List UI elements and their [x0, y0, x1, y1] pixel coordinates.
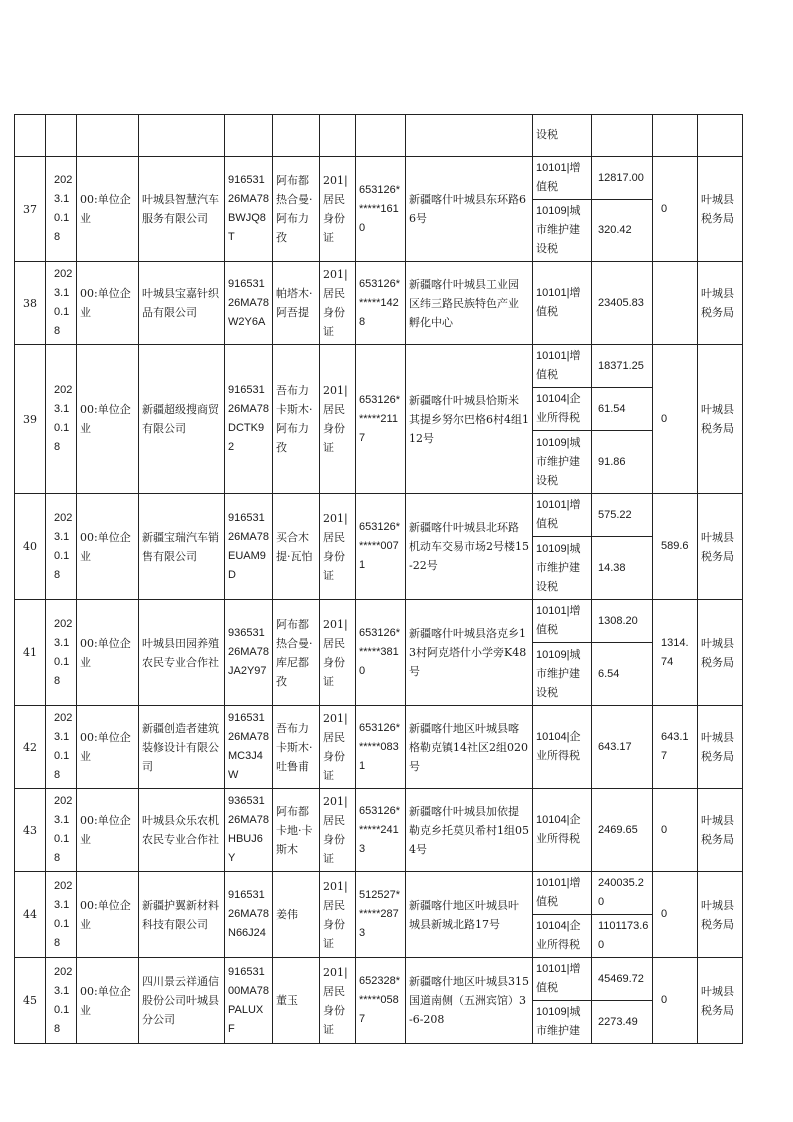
id-type-cell — [320, 789, 356, 872]
seq-text: 38 — [23, 296, 37, 310]
legal-person-cell — [273, 789, 320, 872]
tax-authority-text: 叶城县税务局 — [701, 731, 734, 763]
tax-amount-text: 14.38 — [598, 561, 626, 574]
company-name-cell — [139, 706, 225, 789]
cell-blank — [139, 115, 225, 157]
id-number-cell — [356, 872, 406, 958]
cell-blank — [356, 115, 406, 157]
tax-amount-cell — [592, 200, 653, 262]
id-type-text: 201|居民身份证 — [323, 617, 348, 688]
tax-amount-cell — [592, 262, 653, 345]
seq-cell — [15, 494, 46, 600]
date-cell — [46, 706, 77, 789]
id-number-cell — [356, 706, 406, 789]
taxpayer-type-text: 00:单位企业 — [80, 814, 131, 846]
seq-cell — [15, 706, 46, 789]
legal-person-cell — [273, 872, 320, 958]
seq-cell — [15, 600, 46, 706]
id-type-cell — [320, 958, 356, 1044]
seq-cell — [15, 958, 46, 1044]
date-cell — [46, 345, 77, 494]
company-name-cell — [139, 789, 225, 872]
company-name-text: 叶城县智慧汽车服务有限公司 — [142, 193, 219, 225]
legal-person-cell — [273, 958, 320, 1044]
table-row — [15, 872, 743, 915]
legal-person-cell — [273, 157, 320, 262]
legal-person-cell — [273, 494, 320, 600]
tax-authority-text: 叶城县税务局 — [701, 193, 734, 225]
id-number-cell — [356, 600, 406, 706]
company-name-text: 新疆护翼新材料科技有限公司 — [142, 898, 219, 931]
tax-item-cell — [533, 157, 592, 200]
tax-item-text: 10101|增值税 — [536, 287, 581, 318]
tax-item-cell — [533, 643, 592, 706]
cell-blank — [15, 115, 46, 157]
legal-person-text: 帕塔木·阿吾提 — [276, 287, 313, 319]
id-number-text: 653126******1428 — [359, 277, 400, 328]
table-row — [15, 262, 743, 345]
arrears-text: 0 — [661, 908, 668, 920]
id-number-text: 653126******3810 — [359, 627, 400, 677]
seq-text: 45 — [23, 994, 37, 1007]
credit-code-cell — [225, 600, 273, 706]
tax-authority-text: 叶城县税务局 — [701, 287, 734, 319]
taxpayer-type-text: 00:单位企业 — [80, 530, 131, 563]
taxpayer-type-text: 00:单位企业 — [80, 636, 131, 669]
address-text: 新疆喀什叶城县洛克乡13村阿克塔什小学旁K48号 — [409, 627, 527, 678]
table-row — [15, 157, 743, 200]
address-text: 新疆喀什叶城县东环路66号 — [409, 193, 526, 225]
tax-authority-text: 叶城县税务局 — [701, 636, 734, 669]
id-type-text: 201|居民身份证 — [323, 712, 348, 782]
tax-authority-text: 叶城县税务局 — [701, 984, 734, 1017]
taxpayer-type-cell — [77, 958, 139, 1044]
tax-amount-text: 643.17 — [598, 740, 632, 753]
legal-person-text: 董玉 — [276, 994, 298, 1007]
id-type-text: 201|居民身份证 — [323, 384, 348, 454]
id-number-cell — [356, 262, 406, 345]
arrears-cell — [653, 157, 698, 262]
tax-amount-cell — [592, 431, 653, 494]
seq-cell — [15, 157, 46, 262]
address-cell — [406, 262, 533, 345]
tax-item-text: 10109|城市维护建设税 — [536, 648, 581, 699]
credit-code-text: 91653126MA78W2Y6A — [228, 277, 269, 328]
id-number-text: 653126******1610 — [359, 183, 400, 234]
legal-person-cell — [273, 706, 320, 789]
credit-code-cell — [225, 872, 273, 958]
id-type-cell — [320, 262, 356, 345]
id-type-cell — [320, 345, 356, 494]
taxpayer-type-text: 00:单位企业 — [80, 193, 131, 225]
tax-amount-text: 12817.00 — [598, 171, 644, 184]
id-type-text: 201|居民身份证 — [323, 879, 348, 950]
legal-person-cell — [273, 345, 320, 494]
tax-item-cell — [533, 706, 592, 789]
legal-person-text: 阿布都卡地·卡斯木 — [276, 804, 313, 856]
tax-item-text: 10104|企业所得税 — [536, 731, 581, 762]
seq-text: 39 — [23, 412, 37, 426]
tax-authority-text: 叶城县税务局 — [701, 403, 734, 435]
tax-authority-cell — [698, 958, 743, 1044]
date-text: 2023.10.18 — [54, 384, 73, 453]
cell-blank — [273, 115, 320, 157]
tax-item-text: 10109|城市维护建设税 — [536, 436, 581, 487]
tax-item-text: 10101|增值税 — [536, 877, 581, 908]
tax-amount-cell — [592, 494, 653, 537]
date-cell — [46, 157, 77, 262]
tax-amount-text: 18371.25 — [598, 359, 644, 372]
tax-amount-text: 2469.65 — [598, 823, 638, 836]
tax-item-cell — [533, 872, 592, 915]
date-cell — [46, 262, 77, 345]
legal-person-text: 姜伟 — [276, 908, 298, 921]
legal-person-text: 阿布都热合曼·阿布力孜 — [276, 174, 313, 244]
tax-item-text: 设税 — [536, 129, 558, 141]
id-number-text: 653126******2413 — [359, 804, 400, 855]
credit-code-text: 91653126MA78N66J24 — [228, 889, 269, 939]
arrears-cell — [653, 789, 698, 872]
address-cell — [406, 789, 533, 872]
arrears-cell — [653, 345, 698, 494]
company-name-text: 新疆创造者建筑装修设计有限公司 — [142, 721, 219, 773]
date-text: 2023.10.18 — [54, 174, 73, 243]
legal-person-text: 吾布力卡斯木·吐鲁甫 — [276, 721, 313, 773]
company-name-cell — [139, 262, 225, 345]
seq-cell — [15, 345, 46, 494]
taxpayer-type-text: 00:单位企业 — [80, 731, 131, 763]
tax-item-text: 10101|增值税 — [536, 963, 581, 994]
tax-item-cell — [533, 600, 592, 643]
company-name-cell — [139, 600, 225, 706]
arrears-cell — [653, 872, 698, 958]
credit-code-text: 93653126MA78JA2Y97 — [228, 627, 269, 677]
id-number-text: 512527******2873 — [359, 889, 400, 939]
tax-amount-cell — [592, 706, 653, 789]
address-text: 新疆喀什叶城县加依提勒克乡托莫贝希村1组054号 — [409, 804, 529, 856]
arrears-text: 0 — [661, 202, 668, 215]
id-type-text: 201|居民身份证 — [323, 511, 348, 582]
legal-person-cell — [273, 600, 320, 706]
credit-code-text: 91653126MA78EUAM9D — [228, 511, 269, 581]
id-type-text: 201|居民身份证 — [323, 795, 348, 865]
credit-code-cell — [225, 494, 273, 600]
date-text: 2023.10.18 — [54, 712, 73, 781]
tax-item-cell — [533, 789, 592, 872]
taxpayer-type-cell — [77, 706, 139, 789]
tax-arrears-table — [14, 114, 743, 1044]
arrears-text: 1314.74 — [661, 636, 689, 668]
tax-item-text: 10101|增值税 — [536, 605, 581, 636]
credit-code-cell — [225, 706, 273, 789]
company-name-text: 叶城县田园养殖农民专业合作社 — [142, 636, 219, 669]
id-type-cell — [320, 706, 356, 789]
id-number-text: 653126******2117 — [359, 393, 400, 444]
tax-amount-cell — [592, 915, 653, 958]
id-number-cell — [356, 789, 406, 872]
company-name-cell — [139, 345, 225, 494]
arrears-cell — [653, 600, 698, 706]
tax-authority-cell — [698, 789, 743, 872]
date-cell — [46, 958, 77, 1044]
tax-amount-text: 6.54 — [598, 667, 620, 680]
address-text: 新疆喀什地区叶城县喀格勒克镇14社区2组020号 — [409, 721, 528, 773]
credit-code-cell — [225, 958, 273, 1044]
tax-item-cell — [533, 345, 592, 388]
seq-text: 43 — [23, 823, 37, 837]
credit-code-text: 91653126MA78DCTK92 — [228, 384, 269, 453]
seq-cell — [15, 872, 46, 958]
tax-authority-text: 叶城县税务局 — [701, 530, 734, 563]
id-number-cell — [356, 958, 406, 1044]
tax-amount-cell — [592, 872, 653, 915]
address-cell — [406, 345, 533, 494]
date-text: 2023.10.18 — [54, 879, 73, 949]
legal-person-text: 吾布力卡斯木·阿布力孜 — [276, 384, 313, 454]
id-number-text: 653126******0831 — [359, 721, 400, 772]
taxpayer-type-text: 00:单位企业 — [80, 287, 131, 319]
tax-item-cell — [533, 494, 592, 537]
date-text: 2023.10.18 — [54, 795, 73, 864]
credit-code-text: 91653100MA78PALUXF — [228, 965, 269, 1035]
taxpayer-type-cell — [77, 157, 139, 262]
cell-blank — [592, 115, 653, 157]
table-row — [15, 958, 743, 1001]
legal-person-text: 买合木提·瓦怕 — [276, 530, 313, 563]
company-name-text: 四川景云祥通信股份公司叶城县分公司 — [142, 975, 219, 1026]
id-type-text: 201|居民身份证 — [323, 965, 348, 1036]
id-type-text: 201|居民身份证 — [323, 268, 348, 338]
table-row — [15, 345, 743, 388]
id-type-cell — [320, 600, 356, 706]
seq-text: 40 — [23, 540, 37, 553]
tax-amount-text: 2273.49 — [598, 1015, 638, 1028]
address-cell — [406, 958, 533, 1044]
cell-blank — [320, 115, 356, 157]
table-row — [15, 789, 743, 872]
tax-item-text: 10109|城市维护建设税 — [536, 205, 581, 255]
arrears-cell — [653, 262, 698, 345]
cell-blank — [653, 115, 698, 157]
arrears-text: 643.17 — [661, 731, 689, 762]
tax-amount-cell — [592, 643, 653, 706]
taxpayer-type-cell — [77, 262, 139, 345]
date-cell — [46, 872, 77, 958]
address-text: 新疆喀什叶城县北环路机动车交易市场2号楼15-22号 — [409, 521, 529, 572]
tax-item-cell — [533, 388, 592, 431]
address-text: 新疆喀什叶城县工业园区纬三路民族特色产业孵化中心 — [409, 277, 519, 329]
tax-amount-text: 45469.72 — [598, 972, 644, 985]
table-row — [15, 600, 743, 643]
tax-item-cell — [533, 958, 592, 1001]
tax-amount-cell — [592, 958, 653, 1001]
id-number-cell — [356, 494, 406, 600]
taxpayer-type-cell — [77, 494, 139, 600]
tax-amount-cell — [592, 600, 653, 643]
tax-amount-cell — [592, 345, 653, 388]
tax-amount-text: 23405.83 — [598, 296, 644, 309]
date-cell — [46, 789, 77, 872]
tax-authority-cell — [698, 494, 743, 600]
seq-cell — [15, 789, 46, 872]
company-name-text: 新疆宝瑞汽车销售有限公司 — [142, 530, 219, 563]
date-text: 2023.10.18 — [54, 268, 73, 337]
id-type-cell — [320, 494, 356, 600]
tax-authority-text: 叶城县税务局 — [701, 814, 734, 846]
arrears-text: 0 — [661, 823, 668, 836]
arrears-cell — [653, 706, 698, 789]
tax-amount-cell — [592, 789, 653, 872]
tax-amount-text: 1308.20 — [598, 614, 638, 627]
taxpayer-type-text: 00:单位企业 — [80, 898, 131, 931]
arrears-text: 0 — [661, 412, 668, 425]
tax-item-cell — [533, 200, 592, 262]
id-type-cell — [320, 872, 356, 958]
tax-item-text: 10101|增值税 — [536, 499, 581, 530]
seq-text: 37 — [23, 202, 37, 216]
credit-code-cell — [225, 345, 273, 494]
tax-item-cell — [533, 262, 592, 345]
id-number-cell — [356, 157, 406, 262]
tax-authority-cell — [698, 872, 743, 958]
seq-text: 42 — [23, 740, 37, 754]
seq-cell — [15, 262, 46, 345]
tax-item-text: 10104|企业所得税 — [536, 920, 581, 951]
tax-amount-text: 240035.20 — [598, 877, 644, 908]
tax-amount-text: 1101173.60 — [598, 920, 649, 951]
id-type-cell — [320, 157, 356, 262]
cell-blank — [225, 115, 273, 157]
taxpayer-type-cell — [77, 345, 139, 494]
tax-item-text: 10109|城市维护建设税 — [536, 542, 581, 593]
id-number-text: 652328******0587 — [359, 975, 400, 1025]
company-name-text: 叶城县众乐农机农民专业合作社 — [142, 814, 219, 846]
legal-person-text: 阿布都热合曼·库尼都孜 — [276, 617, 313, 688]
cell-blank — [46, 115, 77, 157]
company-name-cell — [139, 494, 225, 600]
table-row — [15, 706, 743, 789]
date-text: 2023.10.18 — [54, 965, 73, 1035]
company-name-cell — [139, 872, 225, 958]
address-cell — [406, 872, 533, 958]
legal-person-cell — [273, 262, 320, 345]
tax-item-text: 10101|增值税 — [536, 350, 581, 381]
company-name-cell — [139, 958, 225, 1044]
tax-amount-cell — [592, 1001, 653, 1044]
tax-amount-text: 61.54 — [598, 402, 626, 415]
date-cell — [46, 600, 77, 706]
date-text: 2023.10.18 — [54, 511, 73, 581]
taxpayer-type-text: 00:单位企业 — [80, 403, 131, 435]
address-text: 新疆喀什地区叶城县315国道南侧（五洲宾馆）3-6-208 — [409, 975, 529, 1026]
id-number-cell — [356, 345, 406, 494]
tax-authority-cell — [698, 345, 743, 494]
tax-authority-cell — [698, 262, 743, 345]
tax-item-text: 10104|企业所得税 — [536, 814, 581, 845]
cell-blank — [77, 115, 139, 157]
credit-code-cell — [225, 157, 273, 262]
address-text: 新疆喀什地区叶城县叶城县新城北路17号 — [409, 898, 519, 931]
credit-code-cell — [225, 789, 273, 872]
taxpayer-type-cell — [77, 600, 139, 706]
seq-text: 41 — [23, 646, 37, 659]
tax-amount-text: 320.42 — [598, 224, 632, 236]
credit-code-cell — [225, 262, 273, 345]
tax-authority-cell — [698, 600, 743, 706]
continuation-row — [15, 115, 743, 157]
seq-text: 44 — [23, 908, 37, 921]
address-cell — [406, 157, 533, 262]
tax-item-cell — [533, 115, 592, 157]
credit-code-text: 91653126MA78BWJQ8T — [228, 174, 269, 243]
tax-item-text: 10101|增值税 — [536, 162, 581, 193]
company-name-text: 叶城县宝嘉针织品有限公司 — [142, 287, 219, 319]
credit-code-text: 93653126MA78HBUJ6Y — [228, 795, 269, 864]
tax-item-cell — [533, 537, 592, 600]
company-name-cell — [139, 157, 225, 262]
taxpayer-type-cell — [77, 872, 139, 958]
tax-item-cell — [533, 431, 592, 494]
credit-code-text: 91653126MA78MC3J4W — [228, 712, 269, 781]
tax-amount-cell — [592, 157, 653, 200]
table-row — [15, 494, 743, 537]
tax-authority-cell — [698, 157, 743, 262]
tax-item-cell — [533, 1001, 592, 1044]
company-name-text: 新疆超级搜商贸有限公司 — [142, 403, 219, 435]
tax-amount-text: 575.22 — [598, 508, 632, 521]
date-text: 2023.10.18 — [54, 617, 73, 687]
arrears-text: 0 — [661, 994, 668, 1006]
arrears-cell — [653, 958, 698, 1044]
tax-item-text: 10104|企业所得税 — [536, 393, 581, 424]
cell-blank — [406, 115, 533, 157]
tax-amount-cell — [592, 388, 653, 431]
tax-amount-cell — [592, 537, 653, 600]
date-cell — [46, 494, 77, 600]
taxpayer-type-text: 00:单位企业 — [80, 984, 131, 1017]
id-type-text: 201|居民身份证 — [323, 174, 348, 244]
taxpayer-type-cell — [77, 789, 139, 872]
address-cell — [406, 494, 533, 600]
address-cell — [406, 600, 533, 706]
tax-amount-text: 91.86 — [598, 455, 626, 468]
id-number-text: 653126******0071 — [359, 521, 400, 571]
tax-authority-cell — [698, 706, 743, 789]
address-cell — [406, 706, 533, 789]
tax-item-text: 10109|城市维护建 — [536, 1006, 581, 1037]
arrears-text: 589.6 — [661, 540, 689, 552]
arrears-cell — [653, 494, 698, 600]
cell-blank — [698, 115, 743, 157]
tax-authority-text: 叶城县税务局 — [701, 898, 734, 931]
address-text: 新疆喀什叶城县恰斯米其提乡努尔巴格6村4组112号 — [409, 393, 529, 445]
tax-item-cell — [533, 915, 592, 958]
